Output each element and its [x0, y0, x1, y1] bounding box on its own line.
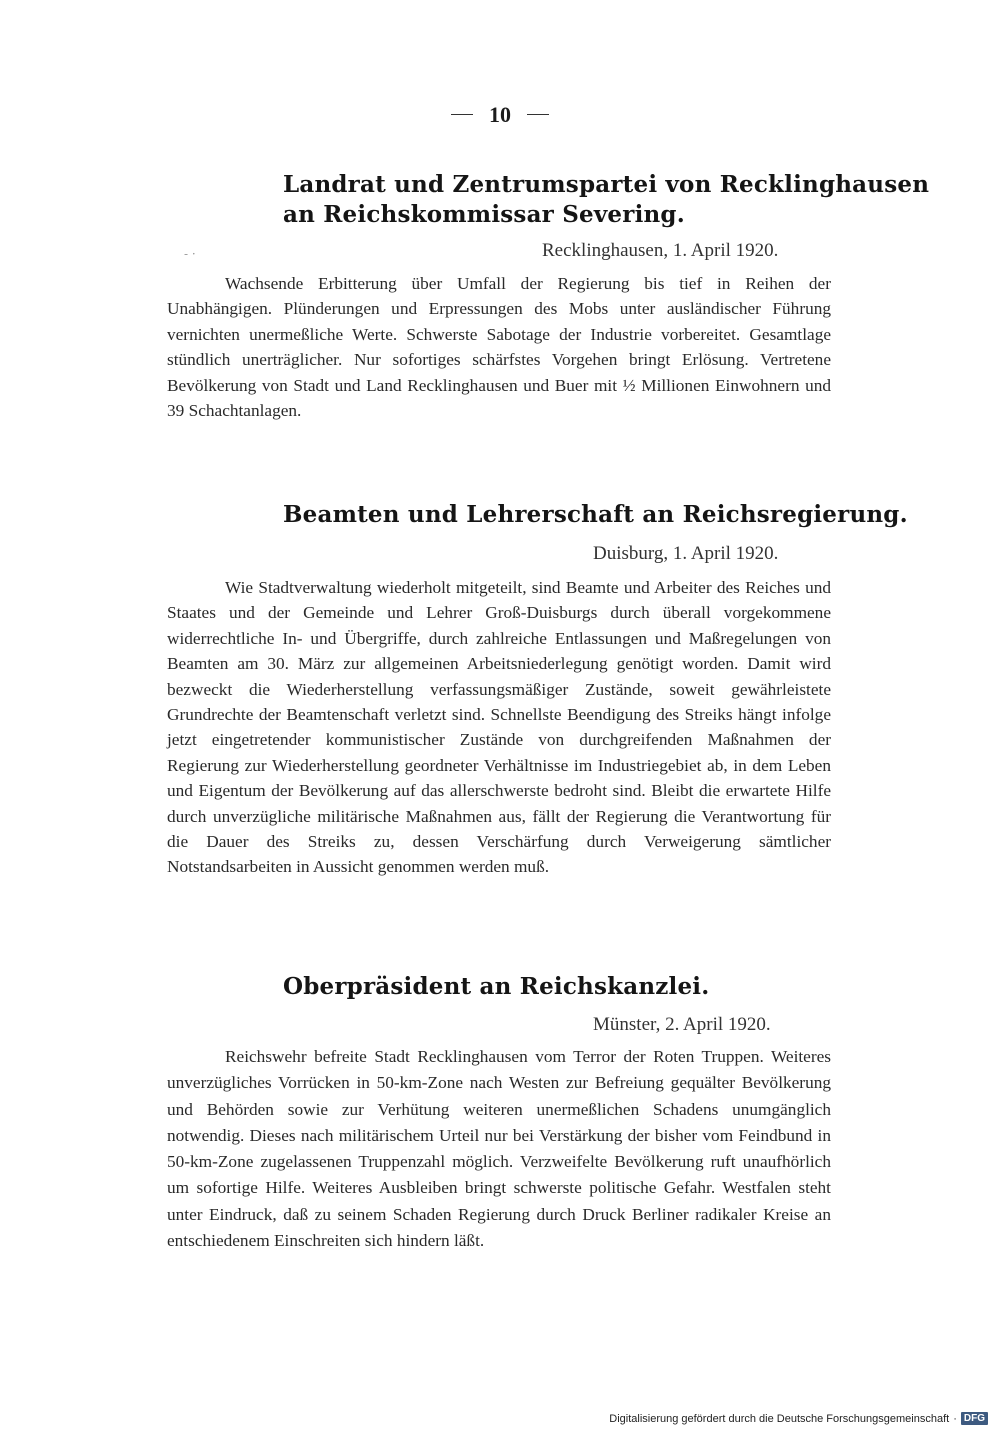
section-1-dateline: Recklinghausen, 1. April 1920.: [542, 240, 779, 261]
page-number-dash-left: [451, 114, 473, 115]
page-number-dash-right: [527, 114, 549, 115]
footer-separator: ·: [953, 1412, 957, 1425]
section-2-body: Wie Stadtverwaltung wiederholt mitgeteilt, sind Beamte und Arbeiter des Reiches und Staates und der Gemeinde und Lehrer Groß-Duisburgs durch überall vorgekommene widerrechtliche In- und Übergriffe, durch zahlreiche Entlassungen und Maßregelungen von Beamten am 30. März zur allgemeinen Arbeitsniederlegung genötigt worden. Damit wird bezweckt die Wiederherstellung verfassungsmäßiger Zustände, soweit gewährleistete Grundrechte der Beamtenschaft verletzt sind. Schnellste Beendigung des Streiks hängt infolge jetzt eingetretender kommunistischer Zustände von durchgreifenden Maßnahmen der Regierung zur Wiederherstellung geordneter Verhältnisse im Industriegebiet ab, in dem Leben und Eigentum der Bevölkerung auf das allerschwerste bedroht sind. Bleibt die erwartete Hilfe durch unverzügliche militärische Maßnahmen aus, fällt der Regierung die Verantwortung für die Dauer des Streiks zu, dessen Verschärfung durch Verweigerung sämtlicher Notstandsarbeiten in Aussicht genommen werden muß.: [167, 578, 831, 877]
section-3-title: Oberpräsident an Reichskanzlei.: [283, 973, 710, 1000]
section-2-title: Beamten und Lehrerschaft an Reichsregierung.: [283, 501, 908, 528]
section-3-body: Reichswehr befreite Stadt Recklinghausen vom Terror der Roten Truppen. Weiteres unverzügliches Vorrücken in 50-km-Zone nach Westen zur Befreiung gequälter Bevölkerung und Behörden sowie zur Verhütung weiteren unermeßlichen Schadens unumgänglich notwendig. Dieses nach militärischem Urteil nur bei Verstärkung der bisher vom Feindbund in 50-km-Zone zugelassenen Truppenzahl möglich. Verzweifelte Bevölkerung ruft unaufhörlich um sofortige Hilfe. Weiteres Ausbleiben bringt schwerste politische Gefahr. Westfalen steht unter Eindruck, daß zu seinem Schaden Regierung durch Druck Berliner radikaler Kreise an entschiedenem Einschreiten sich hindern läßt.: [167, 1047, 831, 1251]
section-1-title-line-1: Landrat und Zentrumspartei von Recklinghausen: [283, 171, 930, 198]
dfg-logo-icon: DFG: [961, 1412, 988, 1425]
scan-speck: ‐ ·: [184, 247, 196, 261]
footer: [609, 1412, 988, 1425]
section-3-dateline: Münster, 2. April 1920.: [593, 1014, 771, 1035]
page-number: 10: [489, 102, 511, 127]
section-1-title-line-2: an Reichskommissar Severing.: [283, 201, 685, 228]
page-number-row: [0, 102, 1000, 128]
section-1-body: Wachsende Erbitterung über Umfall der Regierung bis tief in Reihen der Unabhängigen. Plünderungen und Erpressungen des Mobs unter ausländischer Führung vernichten unermeßliche Werte. Schwerste Sabotage der Industrie vorbereitet. Gesamtlage stündlich unerträglicher. Nur sofortiges schärfstes Vorgehen bringt Erlösung. Vertretene Bevölkerung von Stadt und Land Recklinghausen und Buer mit ½ Millionen Einwohnern und 39 Schachtanlagen.: [167, 274, 831, 421]
footer-text: Digitalisierung gefördert durch die Deutsche Forschungsgemeinschaft: [609, 1412, 950, 1425]
section-2-dateline: Duisburg, 1. April 1920.: [593, 543, 779, 564]
